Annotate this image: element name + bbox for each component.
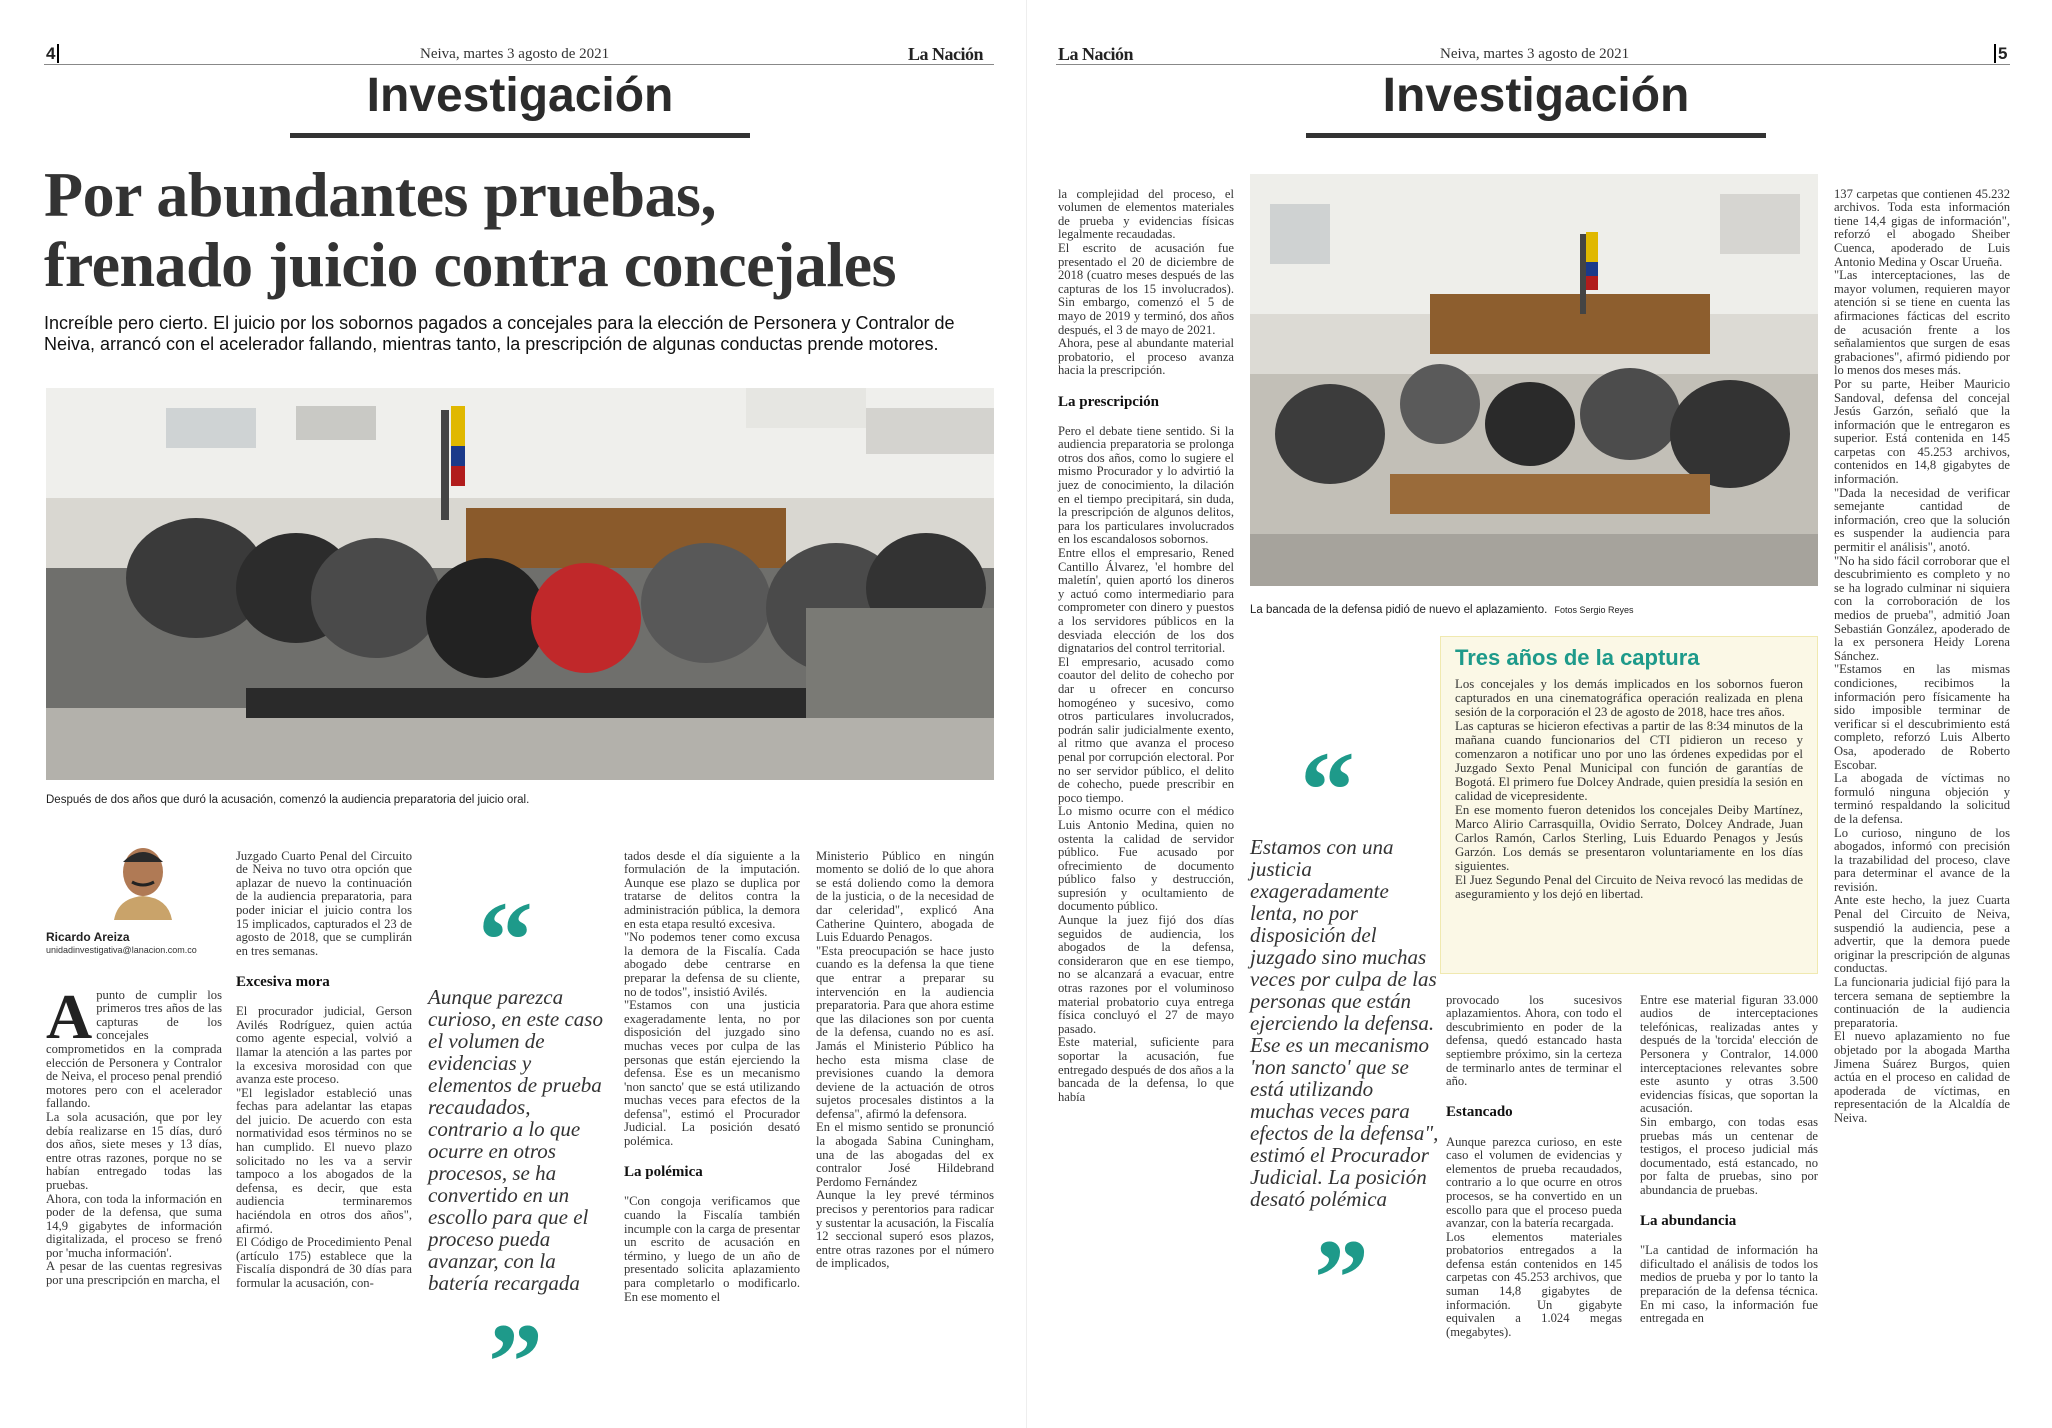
- header-rule-left: [44, 64, 994, 65]
- courtroom-photo-left: [46, 388, 994, 780]
- open-quote-icon-right: “: [1300, 729, 1355, 851]
- page-number-left: 4: [46, 44, 59, 64]
- sidebar-box: [1440, 636, 1818, 974]
- subhead-la-abundancia: La abundancia: [1640, 1213, 1737, 1230]
- pull-quote-left: [428, 879, 608, 1423]
- left-column-4: [816, 836, 994, 1285]
- headline-line-1: Por abundantes pruebas,: [44, 159, 716, 230]
- date-line-right: Neiva, martes 3 agosto de 2021: [1440, 46, 1630, 62]
- right-column-1: [1058, 174, 1234, 1118]
- right-column-5-text: 137 carpetas que contienen 45.232 archivos. Toda esta información tiene 14,4 gigas de información", reforzó el abogado Sheiber Cuenca, apoderado de Luis Antonio Medina y Oscar Urueña. "Las interceptaciones, las de mayor volumen, requieren mayor atención si se tiene en cuenta las afirmaciones fácticas del escrito de acusación frente a los señalamientos que surgen de esas grabaciones", afirmó pidiendo por lo menos dos meses más. Por su parte, Heiber Mauricio Sandoval, defensa del concejal Jesús Garzón, señaló que la información que le entregaron es superior. Está contenida en 145 carpetas con 45.253 archivos, contenidos en 14,8 gigabytes de información. "Dada la necesidad de verificar semejante cantidad de información, creo que la solución es suspender la audiencia para permitir el análisis", anotó. "No ha sido fácil corroborar que el descubrimiento es completo y no se ha logrado culminar ni siquiera con la corroboración de los medios de prueba", admitió Joan Sebastián González, apoderado de la ex personera Heidy Lorena Sánchez. "Estamos en las mismas condiciones, recibimos la información pero físicamente ha sido imposible terminar de verificar si el descubrimiento está completo, reforzó Luis Alberto Osa, apoderado de Roberto Escobar. La abogada de víctimas no formuló ninguna objeción y terminó respaldando la solicitud de la defensa. Lo curioso, ninguno de los abogados, informó con precisión la trazabilidad del proceso, clave para determinar el avance de la revisión. Ante este hecho, la juez Cuarta Penal del Circuito de Neiva, suspendió la audiencia, pese a advertir, que la demora puede originar la prescripción de algunas conductas. La funcionaria judicial fijó para la tercera semana de septiembre la continuación de la audiencia preparatoria. El nuevo aplazamiento no fue objetado por la abogada Martha Jimena Suárez Burgos, quien actúa en el proceso en calidad de apoderada de víctimas, en representación de la Alcaldía de Neiva.: [1834, 186, 2010, 1125]
- section-title-left: Investigación: [366, 69, 674, 122]
- left-column-3-text: tados desde el día siguiente a la formulación de la imputación. Aunque ese plazo se duplica por tratarse de delitos contra la administración pública, la demora en esta etapa resultó excesiva. "No podemos tener como excusa la demora de la Fiscalía. Cada abogado debe centrarse en preparar la defensa de su cliente, no de todos", insistió Avilés. "Estamos con una justicia exageradamente lenta, no por disposición del juzgado sino muchas veces por culpa de las personas que están ejerciendo la defensa. Ese es un mecanismo 'non sancto' que se está utilizando muchas veces para efectos de la defensa", estimó el Procurador Judicial. La posición desató polémica.: [624, 848, 800, 1149]
- date-line-left: Neiva, martes 3 agosto de 2021: [420, 46, 610, 62]
- left-column-1: [46, 975, 222, 1288]
- subhead-la-prescripcion: La prescripción: [1058, 393, 1159, 410]
- sidebar-box-title: Tres años de la captura: [1455, 645, 1700, 670]
- pull-quote-left-text: Aunque parezca curioso, en este caso el volumen de evidencias y elementos de prueba recaudados, contrario a lo que ocurre en otros procesos, se ha convertido en un escollo para que el proceso pueda avanzar, con la batería recargada: [428, 985, 603, 1295]
- subhead-la-polemica: La polémica: [624, 1164, 703, 1181]
- right-column-4: [1640, 980, 1818, 1339]
- left-column-1-text: punto de cumplir los primeros tres años de las capturas de los concejales comprometidos en la comprada elección de Personera y Contralor de Neiva, el proceso penal prendió motores pero con el acelerador fallando. La sola acusación, que por ley debía realizarse en 15 días, duró dos años, siete meses y 13 días, entre otras razones, porque no se habían entregado todas las pruebas. Ahora, con toda la información en poder de la defensa, que suma 14,9 gigabytes de información digitalizada, el proceso se frenó por 'mucha información'. A pesar de las cuentas regresivas por una prescripción en marcha, el: [46, 987, 222, 1288]
- left-column-3: [624, 836, 800, 1318]
- byline-name: Ricardo Areiza: [46, 930, 130, 944]
- open-quote-icon: “: [478, 879, 533, 1001]
- subhead-estancado: Estancado: [1446, 1104, 1513, 1121]
- drop-cap: A: [46, 980, 93, 1052]
- photo-caption-right-text: La bancada de la defensa pidió de nuevo el aplazamiento.: [1250, 604, 1548, 616]
- left-column-4-text: Ministerio Público en ningún momento se dolió de lo que ahora se está doliendo como la demora de la justicia, o de la necesidad de dar celeridad", explicó Ana Catherine Quintero, abogada de Luis Eduardo Penagos. "Esta preocupación se hace justo cuando es la defensa la que tiene que entrar a preparar su intervención en la audiencia preparatoria. Para que ahora estime que las dilaciones son por cuenta de la defensa, cuando no es así. Jamás el Ministerio Público ha hecho esta misma clase de previsiones cuando la demora deviene de la actuación de otros sujetos procesales distintos a la defensa", afirmó la defensora. En el mismo sentido se pronunció la abogada Sabina Cuningham, una de las abogadas del ex contralor José Hildebrand Perdomo Fernández Aunque la ley prevé términos precisos y perentorios para radicar y sustentar la acusación, la Fiscalía 12 seccional superó esos plazos, entre otras razones por el número de implicados,: [816, 848, 994, 1271]
- courtroom-photo-left-image: [46, 388, 994, 780]
- page-number-right: 5: [1994, 44, 2007, 64]
- right-column-3: [1446, 980, 1622, 1353]
- right-column-1-text-b: Pero el debate tiene sentido. Si la audiencia preparatoria se prolonga otros dos años, como lo sugiere el mismo Procurador y lo advirtió la juez de conocimiento, la dilación en el tiempo precipitará, sin duda, la prescripción de algunos delitos, para los particulares involucrados en los escandalosos sobornos. Entre ellos el empresario, Rened Cantillo Álvarez, 'el hombre del maletín', quien aportó los dineros y actuó como intermediario para comprometer con dinero y puestos a los servidores públicos en la desviada elección de los dos dignatarios del control territorial. El empresario, acusado como coautor del delito de cohecho por dar u ofrecer en concurso homogéneo y sucesivo, como otros particulares involucrados, podrán salir judicialmente exento, al ritmo que avanza el proceso penal por corrupción electoral. Por no ser servidor público, el delito de cohecho, puede prescribir en poco tiempo. Lo mismo ocurre con el médico Luis Antonio Medina, quien no ostenta la calidad de servidor público. Fue acusado por ofrecimiento de documento público falso y destrucción, supresión y ocultamiento de documento público. Aunque la juez fijó dos días seguidos de audiencia, los abogados de la defensa, consideraron que en ese tiempo, no se alcanzará a evacuar, entre otras razones por el voluminoso material probatorio cuya entrega física concluyó el 27 de mayo pasado. Este material, suficiente para soportar la acusación, fue entregado después de dos años a la bancada de la defensa, lo que había: [1058, 423, 1234, 1104]
- right-column-4-text: Entre ese material figuran 33.000 audios de interceptaciones telefónicas, realizadas antes y después de la 'torcida' elección de Personera y Contralor, 14.000 interceptaciones relevantes sobre este asunto y otras 3.500 evidencias físicas, que soportan la acusación. Sin embargo, con todas esas pruebas más un centenar de testigos, el proceso judicial más documentado, está estancado, no por falta de pruebas, sino por abundancia de pruebas.: [1640, 992, 1818, 1197]
- right-column-4-text-b: "La cantidad de información ha dificultado el análisis de todos los medios de prueba y por lo tanto la preparación de la defensa técnica. En mi caso, la información fue entregada en: [1640, 1243, 1818, 1326]
- photo-credit: Fotos Sergio Reyes: [1554, 605, 1634, 615]
- deck: Increíble pero cierto. El juicio por los sobornos pagados a concejales para la elección de Personera y Contralor de Neiva, arrancó con el acelerador fallando, mientras tanto, la prescripción de algunas conductas prende motores.: [44, 313, 955, 354]
- left-column-2-text: Juzgado Cuarto Penal del Circuito de Neiva no tuvo otra opción que aplazar de nuevo la continuación de la audiencia preparatoria, para poder iniciar el juicio contra los 15 implicados, capturados el 23 de agosto de 2018, que se cumplirán en tres semanas.: [236, 848, 412, 958]
- headline-line-2: frenado juicio contra concejales: [44, 229, 896, 300]
- masthead-logo-right: La Nación: [1058, 44, 1134, 64]
- subhead-excesiva-mora: Excesiva mora: [236, 973, 330, 990]
- section-rule-left: [290, 133, 750, 138]
- header-rule-right: [1056, 64, 2010, 65]
- headline: [44, 160, 1004, 300]
- pull-quote-right: [1250, 729, 1440, 1339]
- author-portrait-icon: [108, 840, 178, 920]
- byline-email: unidadinvestigativa@lanacion.com.co: [46, 945, 197, 955]
- pull-quote-right-text: Estamos con una justicia exageradamente lenta, no por disposición del juzgado sino muchas veces por culpa de las personas que están ejerciendo la defensa. Ese es un mecanismo 'non sancto' que se está utilizando muchas veces para efectos de la defensa", estimó el Procurador Judicial. La posición desató polémica: [1250, 835, 1439, 1211]
- section-title-right: Investigación: [1382, 69, 1690, 122]
- section-rule-right: [1306, 133, 1766, 138]
- right-column-3-text: provocado los sucesivos aplazamientos. Ahora, con todo el descubrimiento en poder de la defensa, quedó estancado hasta septiembre próximo, sin la certeza de terminarlo antes de terminar el año.: [1446, 992, 1622, 1089]
- close-quote-icon-right: ”: [1314, 1217, 1369, 1339]
- right-column-3-text-b: Aunque parezca curioso, en este caso el volumen de evidencias y elementos de prueba recaudados, contrario a lo que ocurre en otros procesos, se ha convertido en un escollo para que el proceso pueda avanzar, con la batería recargada. Los elementos materiales probatorios entregados a la defensa están contenidos en 145 carpetas con 45.253 archivos, que suman 14,8 gigabytes de información. Un gigabyte equivalen a 1.024 megas (megabytes).: [1446, 1134, 1622, 1339]
- photo-caption-left: Después de dos años que duró la acusación, comenzó la audiencia preparatoria del juicio oral.: [46, 794, 530, 806]
- left-column-2-text-b: El procurador judicial, Gerson Avilés Rodríguez, quien actúa como agente especial, volvió a llamar la atención a las partes por la excesiva morosidad con que avanza este proceso. "El legislador estableció unas fechas para adelantar las etapas del juicio. De acuerdo con esta normatividad esos términos no se han cumplido. El nuevo plazo solicitado no les va a servir tampoco a los abogados de la defensa, es decir, que esta audiencia terminaremos haciéndola en otros dos años", afirmó. El Código de Procedimiento Penal (artículo 175) establece que la Fiscalía dispondrá de 30 días para formular la acusación, con-: [236, 1004, 412, 1290]
- spread-gutter: [1026, 0, 1027, 1428]
- courtroom-photo-right: [1250, 174, 1818, 586]
- right-column-5: [1834, 174, 2010, 1139]
- left-column-2: [236, 836, 412, 1304]
- right-column-1-text: la complejidad del proceso, el volumen de elementos materiales de prueba y evidencias físicas legalmente recaudadas. El escrito de acusación fue presentado el 20 de diciembre de 2018 (cuatro meses después de las capturas de los 15 involucrados). Sin embargo, comenzó el 5 de mayo de 2019 y terminó, dos años después, el 3 de mayo de 2021. Ahora, pese al abundante material probatorio, el proceso avanza hacia la prescripción.: [1058, 186, 1234, 378]
- photo-caption-right: [1250, 604, 1634, 616]
- masthead-logo-left: La Nación: [908, 44, 984, 64]
- courtroom-photo-right-image: [1250, 174, 1818, 586]
- sidebar-box-text: Los concejales y los demás implicados en los sobornos fueron capturados en una cinematográfica operación realizada en plena sesión de la corporación el 23 de agosto de 2018, hace tres años. Las capturas se hicieron efectivas a partir de las 8:34 minutos de la mañana cuando funcionarios del CTI pidieron un receso y comenzaron a notificar uno por uno las órdenes expedidas por el Juzgado Sexto Penal Municipal con función de garantías de Bogotá. El primero fue Dolcey Andrade, quien presidía la sesión en calidad de vicepresidente. En ese momento fueron detenidos los concejales Deiby Martínez, Marco Alirio Carrasquilla, Ovidio Serrato, Dolcey Andrade, Juan Carlos Ramón, Carlos Sterling, Luis Eduardo Penagos y Jesús Garzón. Los demás se presentaron voluntariamente en los días siguientes. El Juez Segundo Penal del Circuito de Neiva revocó las medidas de aseguramiento y los dejó en libertad.: [1455, 677, 1803, 901]
- close-quote-icon: ”: [488, 1301, 543, 1423]
- left-column-3-text-b: "Con congoja verificamos que cuando la Fiscalía también incumple con la carga de presentar un escrito de acusación en término, y luego de un año de presentado solicita aplazamiento para completarlo o modificarlo. En ese momento el: [624, 1194, 800, 1304]
- author-avatar: [108, 840, 178, 920]
